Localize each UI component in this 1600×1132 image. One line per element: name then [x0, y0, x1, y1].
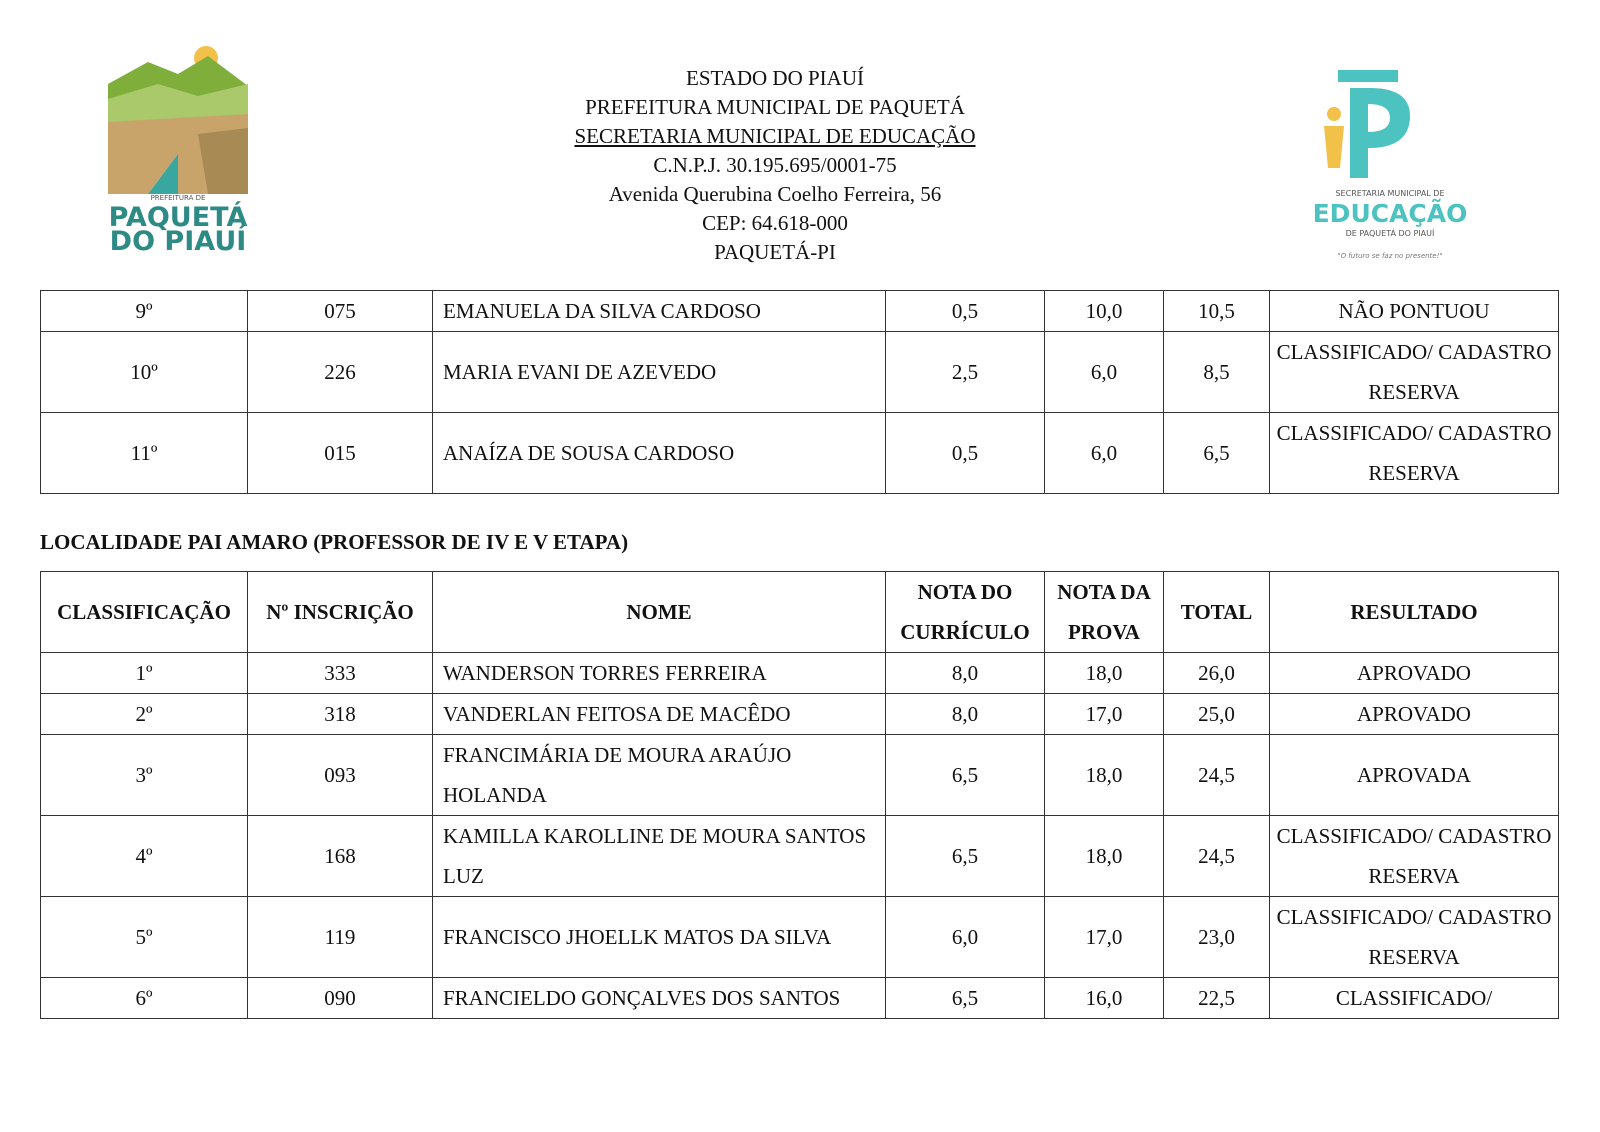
- table-row: [41, 735, 1559, 816]
- table-row: [41, 694, 1559, 735]
- cell-resultado: CLASSIFICADO/: [1270, 978, 1559, 1019]
- cell-total: 23,0: [1164, 897, 1270, 978]
- cell-classificacao: 4º: [41, 816, 248, 897]
- cell-inscricao: 119: [248, 897, 433, 978]
- document-header: [500, 64, 1050, 267]
- cell-resultado: CLASSIFICADO/ CADASTRO RESERVA: [1270, 816, 1559, 897]
- education-logo-graphic: [1310, 68, 1470, 268]
- cell-curriculo: 8,0: [886, 694, 1045, 735]
- cell-total: 26,0: [1164, 653, 1270, 694]
- results-table-pai-amaro: [40, 571, 1559, 1019]
- cell-classificacao: 10º: [41, 332, 248, 413]
- cell-total: 24,5: [1164, 816, 1270, 897]
- education-logo: [1310, 68, 1470, 268]
- table-row: [41, 291, 1559, 332]
- cell-nome: EMANUELA DA SILVA CARDOSO: [433, 291, 886, 332]
- cell-curriculo: 6,0: [886, 897, 1045, 978]
- cell-classificacao: 2º: [41, 694, 248, 735]
- cell-inscricao: 318: [248, 694, 433, 735]
- table-header-row: [41, 572, 1559, 653]
- cell-curriculo: 6,5: [886, 735, 1045, 816]
- cell-curriculo: 6,5: [886, 978, 1045, 1019]
- cell-prova: 18,0: [1045, 816, 1164, 897]
- cell-total: 6,5: [1164, 413, 1270, 494]
- header-city: PAQUETÁ-PI: [714, 240, 836, 264]
- cell-nome: ANAÍZA DE SOUSA CARDOSO: [433, 413, 886, 494]
- cell-classificacao: 5º: [41, 897, 248, 978]
- table-row: [41, 816, 1559, 897]
- cell-prova: 18,0: [1045, 653, 1164, 694]
- cell-prova: 17,0: [1045, 694, 1164, 735]
- paqueta-logo-graphic: [108, 44, 248, 264]
- header-resultado: RESULTADO: [1270, 572, 1559, 653]
- logo-right-top-text: SECRETARIA MUNICIPAL DE: [1335, 189, 1445, 198]
- cell-total: 8,5: [1164, 332, 1270, 413]
- cell-nome: VANDERLAN FEITOSA DE MACÊDO: [433, 694, 886, 735]
- cell-inscricao: 075: [248, 291, 433, 332]
- cell-prova: 6,0: [1045, 413, 1164, 494]
- header-prefecture: PREFEITURA MUNICIPAL DE PAQUETÁ: [585, 95, 965, 119]
- header-prova: NOTA DA PROVA: [1045, 572, 1164, 653]
- cell-nome: FRANCIMÁRIA DE MOURA ARAÚJO HOLANDA: [433, 735, 886, 816]
- cell-nome: MARIA EVANI DE AZEVEDO: [433, 332, 886, 413]
- cell-classificacao: 6º: [41, 978, 248, 1019]
- header-cep: CEP: 64.618-000: [702, 211, 848, 235]
- cell-total: 22,5: [1164, 978, 1270, 1019]
- cell-total: 10,5: [1164, 291, 1270, 332]
- header-secretariat: SECRETARIA MUNICIPAL DE EDUCAÇÃO: [574, 124, 976, 148]
- cell-inscricao: 093: [248, 735, 433, 816]
- cell-inscricao: 090: [248, 978, 433, 1019]
- header-total: TOTAL: [1164, 572, 1270, 653]
- cell-classificacao: 3º: [41, 735, 248, 816]
- header-curriculo: NOTA DO CURRÍCULO: [886, 572, 1045, 653]
- logo-left-name2: DO PIAUÍ: [109, 226, 247, 257]
- header-nome: NOME: [433, 572, 886, 653]
- header-cnpj: C.N.P.J. 30.195.695/0001-75: [653, 153, 897, 177]
- cell-classificacao: 9º: [41, 291, 248, 332]
- cell-resultado: CLASSIFICADO/ CADASTRO RESERVA: [1270, 413, 1559, 494]
- cell-curriculo: 6,5: [886, 816, 1045, 897]
- logo-right-slogan: "O futuro se faz no presente!": [1337, 252, 1443, 260]
- cell-nome: FRANCISCO JHOELLK MATOS DA SILVA: [433, 897, 886, 978]
- table-row: [41, 413, 1559, 494]
- header-inscricao: Nº INSCRIÇÃO: [248, 572, 433, 653]
- cell-resultado: NÃO PONTUOU: [1270, 291, 1559, 332]
- cell-resultado: APROVADA: [1270, 735, 1559, 816]
- cell-nome: KAMILLA KAROLLINE DE MOURA SANTOS LUZ: [433, 816, 886, 897]
- cell-nome: WANDERSON TORRES FERREIRA: [433, 653, 886, 694]
- cell-inscricao: 168: [248, 816, 433, 897]
- cell-resultado: CLASSIFICADO/ CADASTRO RESERVA: [1270, 332, 1559, 413]
- table-row: [41, 897, 1559, 978]
- cell-prova: 18,0: [1045, 735, 1164, 816]
- cell-curriculo: 0,5: [886, 291, 1045, 332]
- cell-total: 24,5: [1164, 735, 1270, 816]
- table-row: [41, 978, 1559, 1019]
- cell-resultado: CLASSIFICADO/ CADASTRO RESERVA: [1270, 897, 1559, 978]
- cell-curriculo: 2,5: [886, 332, 1045, 413]
- table-row: [41, 332, 1559, 413]
- cell-inscricao: 015: [248, 413, 433, 494]
- logo-left-name1: PAQUETÁ: [108, 202, 248, 233]
- cell-classificacao: 11º: [41, 413, 248, 494]
- table-row: [41, 653, 1559, 694]
- results-table-continuation: [40, 290, 1559, 494]
- cell-prova: 16,0: [1045, 978, 1164, 1019]
- logo-right-sub: DE PAQUETÁ DO PIAUÍ: [1345, 229, 1435, 238]
- cell-classificacao: 1º: [41, 653, 248, 694]
- cell-prova: 6,0: [1045, 332, 1164, 413]
- paqueta-logo: [108, 44, 248, 264]
- logo-left-top-text: PREFEITURA DE: [150, 194, 206, 202]
- cell-curriculo: 8,0: [886, 653, 1045, 694]
- section-title: LOCALIDADE PAI AMARO (PROFESSOR DE IV E V ETAPA): [40, 530, 629, 554]
- header-classificacao: CLASSIFICAÇÃO: [41, 572, 248, 653]
- cell-inscricao: 226: [248, 332, 433, 413]
- cell-prova: 10,0: [1045, 291, 1164, 332]
- cell-total: 25,0: [1164, 694, 1270, 735]
- header-address: Avenida Querubina Coelho Ferreira, 56: [608, 182, 942, 206]
- cell-curriculo: 0,5: [886, 413, 1045, 494]
- cell-resultado: APROVADO: [1270, 653, 1559, 694]
- cell-resultado: APROVADO: [1270, 694, 1559, 735]
- cell-inscricao: 333: [248, 653, 433, 694]
- cell-prova: 17,0: [1045, 897, 1164, 978]
- cell-nome: FRANCIELDO GONÇALVES DOS SANTOS: [433, 978, 886, 1019]
- logo-right-name: EDUCAÇÃO: [1312, 199, 1468, 228]
- header-state: ESTADO DO PIAUÍ: [686, 66, 864, 90]
